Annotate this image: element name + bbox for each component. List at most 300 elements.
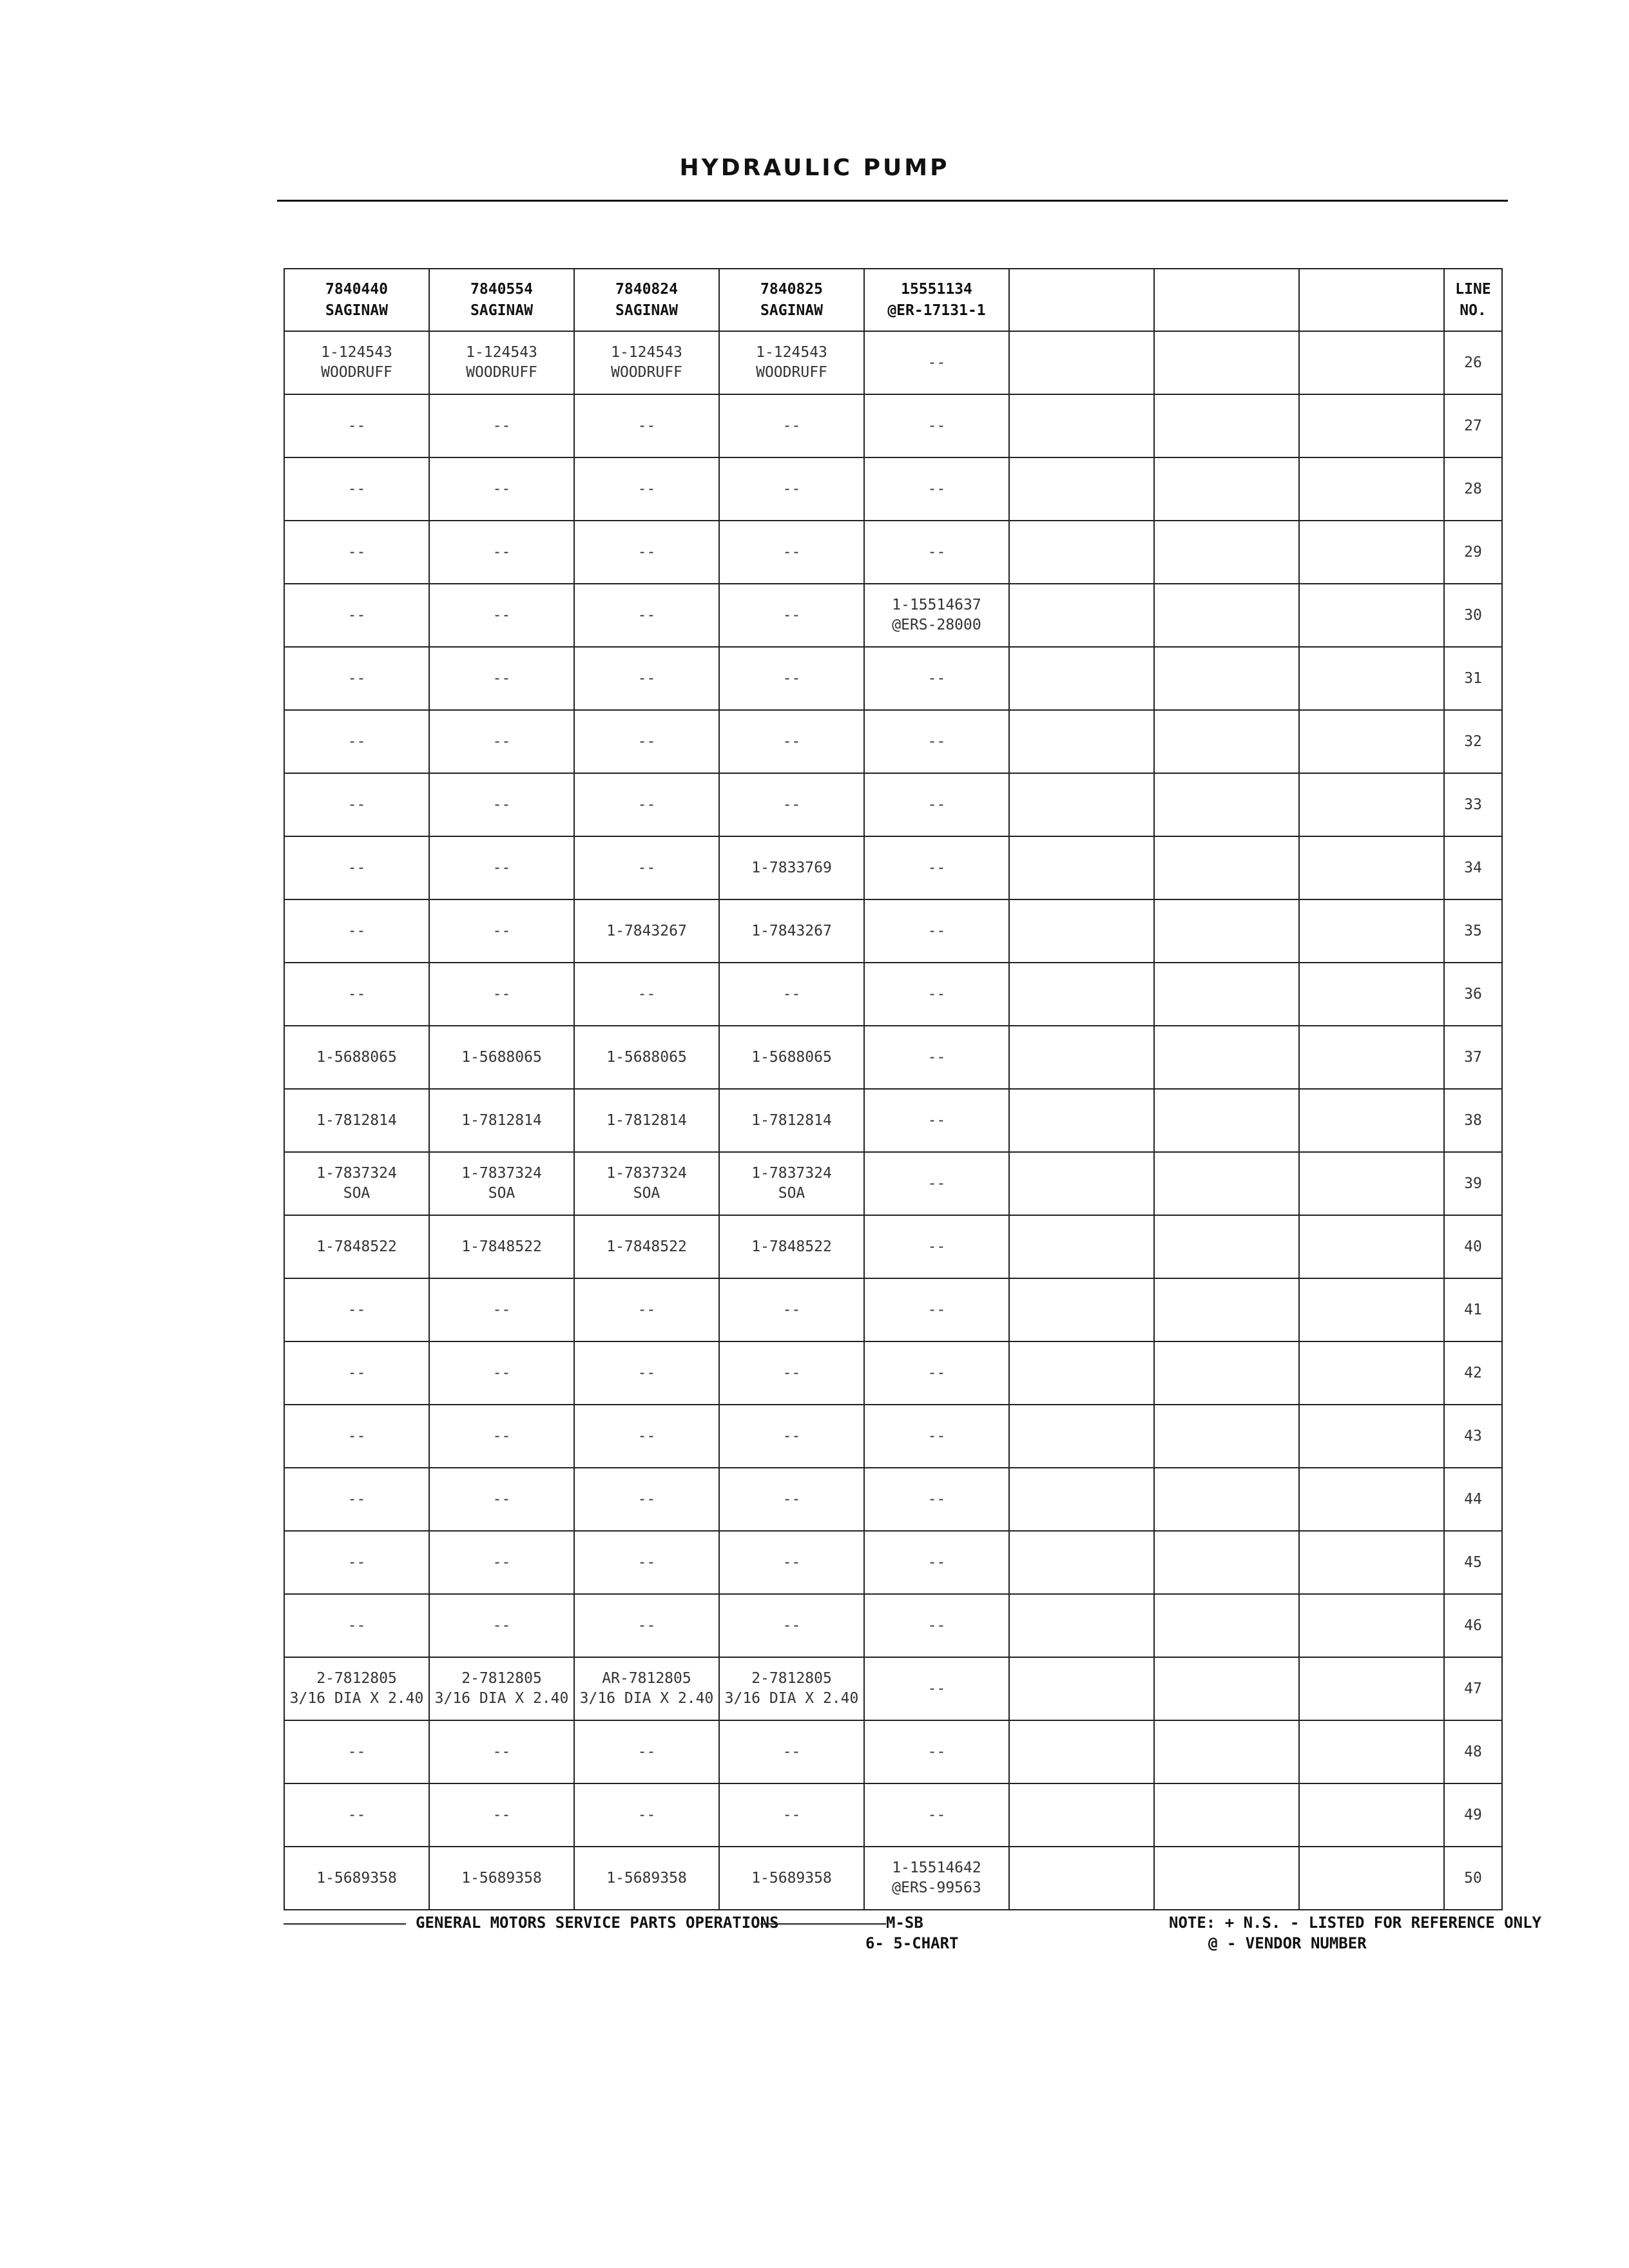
table-cell [284,963,429,1026]
part-number: -- [927,354,946,371]
table-cell [284,1278,429,1341]
part-number: -- [637,859,656,876]
table-cell [864,1594,1009,1657]
line-number: 33 [1444,773,1502,836]
table-cell [284,1215,429,1278]
table-cell [284,1026,429,1089]
table-cell [284,710,429,773]
table-cell [864,1531,1009,1594]
table-cell [574,521,719,584]
table-cell [1009,331,1154,394]
part-number: -- [347,1490,366,1508]
table-cell [864,963,1009,1026]
part-number: -- [927,1427,946,1445]
part-number: -- [782,669,801,687]
part-number: -- [637,1490,656,1508]
footer-org: GENERAL MOTORS SERVICE PARTS OPERATIONS [416,1914,779,1932]
table-cell [284,773,429,836]
part-number: 1-124543 [321,344,392,361]
table-cell [1154,1657,1299,1720]
table-cell [719,457,864,521]
part-number: -- [347,985,366,1003]
table-row [284,331,1502,394]
part-number: 1-5689358 [461,1869,542,1887]
table-cell [719,1341,864,1405]
table-cell [429,963,574,1026]
part-number: -- [782,480,801,497]
table-cell [1154,1278,1299,1341]
table-cell [1299,1847,1444,1910]
part-detail: WOODRUFF [321,364,392,381]
table-cell [574,584,719,647]
part-detail: SOA [633,1185,660,1202]
part-number: 1-5689358 [606,1869,687,1887]
table-cell [284,1341,429,1405]
table-cell [574,963,719,1026]
table-cell [1009,1783,1154,1847]
line-number: 29 [1444,521,1502,584]
table-cell [1009,963,1154,1026]
part-number: 2-7812805 [316,1670,397,1687]
table-cell [574,1594,719,1657]
table-cell [429,1783,574,1847]
table-cell [719,1531,864,1594]
table-cell [429,584,574,647]
table-cell [429,1468,574,1531]
part-number: 1-15514642 [892,1860,981,1876]
table-cell [1299,1278,1444,1341]
table-row [284,457,1502,521]
part-number: 1-5688065 [606,1048,687,1066]
table-cell [1154,710,1299,773]
table-cell [574,899,719,963]
part-number: -- [492,922,511,939]
table-cell [574,1783,719,1847]
part-number: 1-7837324 [606,1165,687,1182]
table-cell [429,647,574,710]
table-cell [864,457,1009,521]
part-detail: @ERS-28000 [892,617,981,633]
table-cell [1154,331,1299,394]
line-number: 39 [1444,1152,1502,1215]
part-number: 1-5688065 [751,1048,832,1066]
table-cell [429,1657,574,1720]
line-number: 42 [1444,1341,1502,1405]
part-number: AR-7812805 [602,1670,691,1687]
table-cell [284,1152,429,1215]
table-cell [1299,584,1444,647]
table-cell [284,1089,429,1152]
table-cell [719,836,864,899]
table-cell [574,1405,719,1468]
part-detail: 3/16 DIA X 2.40 [434,1690,569,1707]
part-number: -- [492,1806,511,1823]
table-cell [1009,836,1154,899]
page-title: HYDRAULIC PUMP [679,155,950,181]
part-number: -- [927,1806,946,1823]
table-cell [429,1215,574,1278]
part-number: -- [927,859,946,876]
table-cell [1009,1594,1154,1657]
table-cell [1009,647,1154,710]
table-cell [574,1720,719,1783]
table-cell [864,1278,1009,1341]
table-cell [574,1278,719,1341]
table-cell [284,1847,429,1910]
table-cell [429,1847,574,1910]
table-cell [1009,521,1154,584]
part-number: -- [637,796,656,813]
part-number: -- [347,480,366,497]
table-cell [864,1783,1009,1847]
table-cell [719,773,864,836]
part-number: -- [927,985,946,1003]
table-row [284,710,1502,773]
table-cell [1299,1026,1444,1089]
table-row [284,1215,1502,1278]
table-cell [574,647,719,710]
column-header-row [284,269,1502,331]
part-number: 1-7837324 [751,1165,832,1182]
table-cell [1009,1341,1154,1405]
table-row [284,1278,1502,1341]
part-number: -- [347,1301,366,1318]
table-cell [719,1026,864,1089]
column-part-number: 7840824 [615,280,678,298]
table-cell [1154,1405,1299,1468]
footer-code: M-SB [886,1914,923,1932]
table-row [284,1783,1502,1847]
table-row [284,899,1502,963]
table-cell [719,1152,864,1215]
part-number: -- [492,480,511,497]
part-number: -- [927,1743,946,1760]
table-cell [574,394,719,457]
table-cell [574,1341,719,1405]
part-number: 1-7812814 [316,1111,397,1129]
line-number: 45 [1444,1531,1502,1594]
table-cell [1154,773,1299,836]
table-row [284,1468,1502,1531]
part-number: -- [637,543,656,561]
part-number: -- [927,733,946,750]
line-number: 40 [1444,1215,1502,1278]
table-cell [284,1405,429,1468]
table-cell [1154,1341,1299,1405]
part-number: -- [492,1743,511,1760]
part-number: 1-5688065 [316,1048,397,1066]
part-number: -- [782,606,801,624]
part-number: -- [347,543,366,561]
part-number: -- [637,1301,656,1318]
table-cell [1009,457,1154,521]
table-row [284,521,1502,584]
table-cell [1009,1468,1154,1531]
table-cell [1299,331,1444,394]
part-number: -- [347,859,366,876]
column-source: @ER-17131-1 [887,302,986,319]
part-number: -- [492,669,511,687]
table-row [284,1341,1502,1405]
table-cell [284,521,429,584]
table-cell [284,899,429,963]
table-cell [1299,457,1444,521]
table-cell [284,1594,429,1657]
table-cell [864,773,1009,836]
table-cell [429,457,574,521]
table-cell [1299,394,1444,457]
table-cell [719,1278,864,1341]
part-number: -- [492,796,511,813]
line-number: 41 [1444,1278,1502,1341]
line-header-label: NO. [1460,302,1487,319]
table-cell [284,394,429,457]
part-detail: SOA [488,1185,516,1202]
table-cell [1299,836,1444,899]
parts-chart-table [284,268,1503,1910]
column-part-number: 7840825 [760,280,823,298]
table-cell [429,1531,574,1594]
table-cell [574,1089,719,1152]
line-number: 26 [1444,331,1502,394]
part-detail: WOODRUFF [756,364,827,381]
column-header-4 [719,269,864,331]
column-header-3 [574,269,719,331]
column-part-number: 7840440 [325,280,388,298]
line-number: 50 [1444,1847,1502,1910]
table-cell [574,836,719,899]
part-number: -- [637,669,656,687]
line-number: 44 [1444,1468,1502,1531]
column-part-number: 7840554 [470,280,533,298]
part-number: -- [492,417,511,434]
part-number: -- [927,796,946,813]
table-cell [1009,1657,1154,1720]
line-number-header [1444,269,1502,331]
table-cell [1299,1468,1444,1531]
table-cell [1009,1215,1154,1278]
part-number: -- [782,985,801,1003]
part-number: -- [492,1553,511,1571]
part-number: -- [492,543,511,561]
table-cell [864,1341,1009,1405]
table-cell [1009,394,1154,457]
part-number: -- [927,1111,946,1129]
table-cell [574,1026,719,1089]
line-number: 34 [1444,836,1502,899]
table-cell [864,394,1009,457]
table-cell [284,1720,429,1783]
table-cell [1299,1657,1444,1720]
table-cell [574,1847,719,1910]
title-divider [277,200,1508,202]
table-cell [284,457,429,521]
table-cell [1154,1152,1299,1215]
table-cell [574,331,719,394]
part-number: 1-15514637 [892,597,981,613]
table-cell [429,1278,574,1341]
part-number: 1-7833769 [751,859,832,876]
part-number: 1-7837324 [461,1165,542,1182]
table-cell [719,1847,864,1910]
part-number: -- [492,1617,511,1634]
table-cell [864,836,1009,899]
table-cell [284,1531,429,1594]
line-number: 32 [1444,710,1502,773]
table-cell [429,1405,574,1468]
table-cell [1154,457,1299,521]
part-number: -- [492,859,511,876]
table-cell [1009,1152,1154,1215]
part-number: -- [927,1490,946,1508]
line-number: 30 [1444,584,1502,647]
part-number: -- [347,669,366,687]
part-number: 1-7848522 [461,1238,542,1255]
part-number: -- [637,1427,656,1445]
table-cell [429,394,574,457]
table-cell [574,710,719,773]
part-number: -- [347,1617,366,1634]
table-cell [429,1594,574,1657]
table-cell [864,1215,1009,1278]
line-number: 46 [1444,1594,1502,1657]
table-cell [1154,1089,1299,1152]
table-cell [429,1341,574,1405]
part-number: -- [637,417,656,434]
part-number: -- [782,796,801,813]
part-number: -- [927,669,946,687]
table-cell [719,899,864,963]
table-cell [1299,521,1444,584]
part-number: -- [492,1364,511,1381]
footer-rule-left [284,1923,406,1925]
part-number: -- [927,1175,946,1192]
table-cell [719,584,864,647]
table-cell [284,584,429,647]
table-row [284,836,1502,899]
table-cell [1154,1468,1299,1531]
part-number: -- [637,1553,656,1571]
part-detail: 3/16 DIA X 2.40 [579,1690,714,1707]
table-cell [864,647,1009,710]
part-number: -- [782,1806,801,1823]
part-number: -- [347,922,366,939]
part-number: -- [782,417,801,434]
part-detail: @ERS-99563 [892,1879,981,1896]
table-cell [574,457,719,521]
table-cell [864,1720,1009,1783]
part-number: -- [927,1680,946,1697]
table-cell [1154,1026,1299,1089]
part-number: 2-7812805 [461,1670,542,1687]
table-cell [1009,1089,1154,1152]
column-header-2 [429,269,574,331]
column-source: SAGINAW [325,302,388,319]
column-source: SAGINAW [615,302,678,319]
table-cell [864,1026,1009,1089]
column-header-5 [864,269,1009,331]
table-cell [864,1405,1009,1468]
table-cell [1154,1215,1299,1278]
table-cell [574,1468,719,1531]
table-row [284,1026,1502,1089]
table-cell [1009,1847,1154,1910]
table-cell [574,1152,719,1215]
column-source: SAGINAW [760,302,823,319]
table-cell [284,1657,429,1720]
table-cell [1154,963,1299,1026]
column-header-1 [284,269,429,331]
table-cell [1009,1720,1154,1783]
table-cell [429,1152,574,1215]
table-cell [1299,1089,1444,1152]
table-cell [1299,1405,1444,1468]
table-cell [284,647,429,710]
part-number: -- [637,985,656,1003]
table-cell [864,1657,1009,1720]
table-cell [1154,584,1299,647]
table-cell [1154,1720,1299,1783]
table-cell [719,394,864,457]
footer-rule-middle [760,1923,886,1925]
part-number: -- [927,1238,946,1255]
part-number: 1-7812814 [461,1111,542,1129]
table-cell [1154,394,1299,457]
line-number: 27 [1444,394,1502,457]
table-cell [1299,647,1444,710]
table-cell [429,521,574,584]
line-number: 36 [1444,963,1502,1026]
table-cell [719,1783,864,1847]
part-number: 1-7843267 [751,922,832,939]
table-row [284,1531,1502,1594]
table-cell [1299,899,1444,963]
table-cell [719,1594,864,1657]
table-cell [429,1026,574,1089]
part-number: -- [347,1364,366,1381]
part-number: -- [927,922,946,939]
part-number: -- [492,1427,511,1445]
part-number: -- [492,985,511,1003]
part-number: 1-5689358 [316,1869,397,1887]
table-row [284,963,1502,1026]
part-number: -- [782,1490,801,1508]
table-cell [864,899,1009,963]
part-number: -- [637,733,656,750]
part-number: -- [927,1048,946,1066]
part-detail: SOA [778,1185,805,1202]
table-cell [1154,1847,1299,1910]
table-row [284,1405,1502,1468]
column-header-8 [1299,269,1444,331]
table-row [284,394,1502,457]
part-number: 1-124543 [611,344,682,361]
table-cell [1154,1531,1299,1594]
table-row [284,1089,1502,1152]
table-row [284,1720,1502,1783]
table-cell [864,1468,1009,1531]
line-number: 43 [1444,1405,1502,1468]
table-cell [574,773,719,836]
part-detail: SOA [343,1185,371,1202]
part-number: 1-7848522 [316,1238,397,1255]
part-number: -- [927,543,946,561]
table-cell [1009,1531,1154,1594]
part-number: 1-7848522 [751,1238,832,1255]
part-number: 1-5689358 [751,1869,832,1887]
table-cell [719,1405,864,1468]
table-cell [864,331,1009,394]
